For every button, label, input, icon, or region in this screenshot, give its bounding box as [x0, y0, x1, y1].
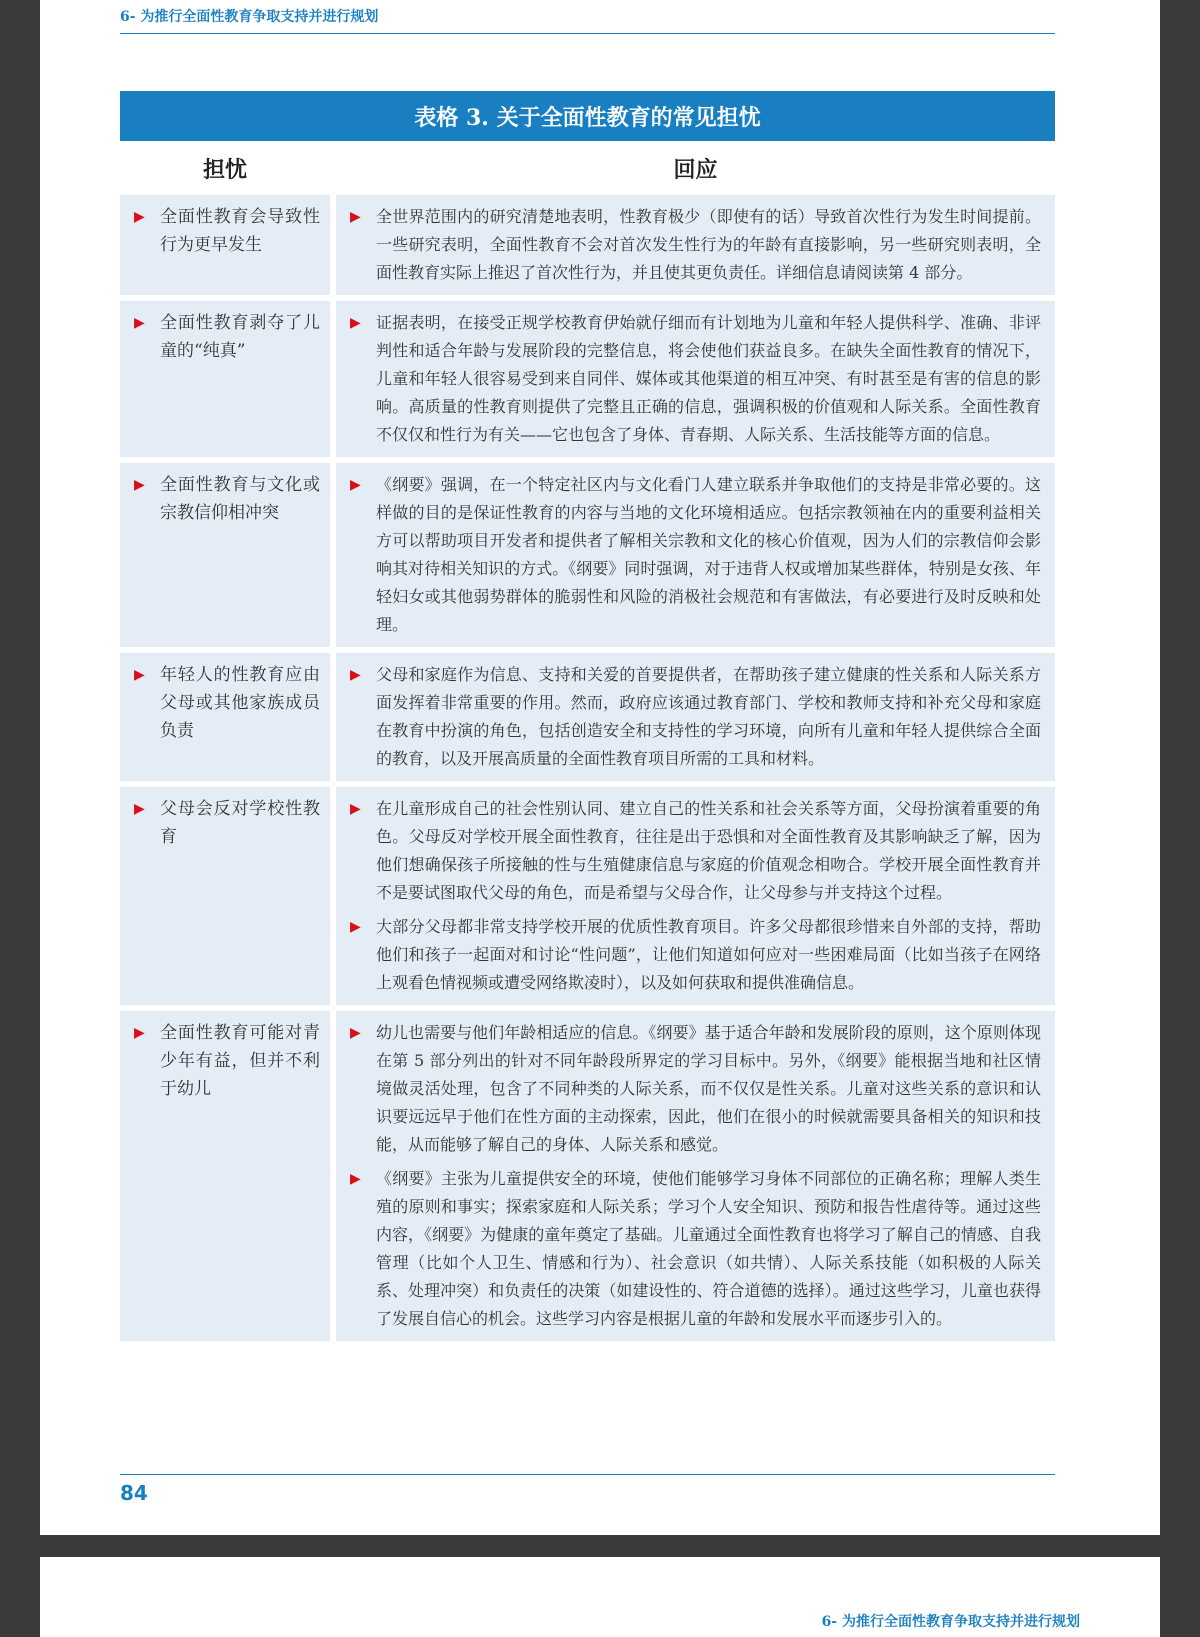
response-text: 大部分父母都非常支持学校开展的优质性教育项目。许多父母都很珍惜来自外部的支持，帮助他们和孩子一起面对和讨论“性问题”，让他们知道如何应对一些困难局面（比如当孩子在网络上观看色情视频或遭受网络欺凌时），以及如何获取和提供准确信息。	[376, 917, 1041, 992]
response-item	[350, 1165, 1041, 1333]
response-cell	[336, 653, 1055, 781]
response-item	[350, 203, 1041, 287]
triangle-bullet-icon: ▶	[350, 801, 361, 817]
next-page	[40, 1557, 1160, 1637]
response-text: 幼儿也需要与他们年龄相适应的信息。《纲要》基于适合年龄和发展阶段的原则，这个原则体现在第 5 部分列出的针对不同年龄段所界定的学习目标中。另外，《纲要》能根据当地和社区情境做灵活处理，包含了不同种类的人际关系，而不仅仅是性关系。儿童对这些关系的意识和认识要远远早于他们在性方面的主动探索，因此，他们在很小的时候就需要具备相关的知识和技能，从而能够了解自己的身体、人际关系和感觉。	[376, 1023, 1041, 1154]
concern-cell	[120, 653, 330, 781]
table-row	[120, 787, 1055, 1005]
response-item	[350, 795, 1041, 907]
triangle-bullet-icon: ▶	[134, 315, 145, 331]
response-cell	[336, 195, 1055, 295]
triangle-bullet-icon: ▶	[350, 315, 361, 331]
header-rule	[120, 33, 1055, 34]
running-head: 6- 为推行全面性教育争取支持并进行规划	[120, 9, 379, 25]
response-text: 《纲要》主张为儿童提供安全的环境，使他们能够学习身体不同部位的正确名称；理解人类生殖的原则和事实；探索家庭和人际关系；学习个人安全知识、预防和报告性虐待等。通过这些内容，《纲要》为健康的童年奠定了基础。儿童通过全面性教育也将学习了解自己的情感、自我管理（比如个人卫生、情感和行为）、社会意识（如共情）、人际关系技能（如积极的人际关系、处理冲突）和负责任的决策（如建设性的、符合道德的选择）。通过这些学习，儿童也获得了发展自信心的机会。这些学习内容是根据儿童的年龄和发展水平而逐步引入的。	[376, 1169, 1041, 1328]
triangle-bullet-icon: ▶	[134, 801, 145, 817]
concern-item	[134, 471, 320, 527]
column-header-concern: 担忧	[202, 156, 247, 183]
concern-text: 全面性教育与文化或宗教信仰相冲突	[160, 475, 320, 523]
table-title: 表格 3. 关于全面性教育的常见担忧	[120, 91, 1055, 141]
response-item	[350, 309, 1041, 449]
response-item	[350, 471, 1041, 639]
concern-item	[134, 203, 320, 259]
response-cell	[336, 1011, 1055, 1341]
response-cell	[336, 301, 1055, 457]
table-row	[120, 301, 1055, 457]
response-item	[350, 661, 1041, 773]
triangle-bullet-icon: ▶	[350, 1171, 361, 1187]
triangle-bullet-icon: ▶	[350, 477, 361, 493]
triangle-bullet-icon: ▶	[350, 209, 361, 225]
response-cell	[336, 463, 1055, 647]
table-row	[120, 1011, 1055, 1341]
response-text: 在儿童形成自己的社会性别认同、建立自己的性关系和社会关系等方面，父母扮演着重要的角色。父母反对学校开展全面性教育，往往是出于恐惧和对全面性教育及其影响缺乏了解，因为他们想确保孩子所接触的性与生殖健康信息与家庭的价值观念相吻合。学校开展全面性教育并不是要试图取代父母的角色，而是希望与父母合作，让父母参与并支持这个过程。	[376, 799, 1041, 902]
concern-item	[134, 795, 320, 851]
response-cell	[336, 787, 1055, 1005]
triangle-bullet-icon: ▶	[350, 919, 361, 935]
concern-cell	[120, 787, 330, 1005]
concern-text: 年轻人的性教育应由父母或其他家族成员负责	[160, 665, 320, 741]
response-item	[350, 913, 1041, 997]
triangle-bullet-icon: ▶	[134, 477, 145, 493]
response-text: 《纲要》强调，在一个特定社区内与文化看门人建立联系并争取他们的支持是非常必要的。这样做的目的是保证性教育的内容与当地的文化环境相适应。包括宗教领袖在内的重要利益相关方可以帮助项目开发者和提供者了解相关宗教和文化的核心价值观，因为人们的宗教信仰会影响其对待相关知识的方式。《纲要》同时强调，对于违背人权或增加某些群体，特别是女孩、年轻妇女或其他弱势群体的脆弱性和风险的消极社会规范和有害做法，有必要进行及时反映和处理。	[376, 475, 1041, 634]
table-row	[120, 653, 1055, 781]
triangle-bullet-icon: ▶	[134, 667, 145, 683]
concern-cell	[120, 463, 330, 647]
concern-cell	[120, 301, 330, 457]
response-text: 全世界范围内的研究清楚地表明，性教育极少（即使有的话）导致首次性行为发生时间提前。一些研究表明，全面性教育不会对首次发生性行为的年龄有直接影响，另一些研究则表明，全面性教育实际上推迟了首次性行为，并且使其更负责任。详细信息请阅读第 4 部分。	[376, 207, 1041, 282]
footer-rule	[120, 1474, 1055, 1475]
concern-text: 父母会反对学校性教育	[160, 799, 320, 847]
response-item	[350, 1019, 1041, 1159]
response-text: 证据表明，在接受正规学校教育伊始就仔细而有计划地为儿童和年轻人提供科学、准确、非评判性和适合年龄与发展阶段的完整信息，将会使他们获益良多。在缺失全面性教育的情况下，儿童和年轻人很容易受到来自同伴、媒体或其他渠道的相互冲突、有时甚至是有害的信息的影响。高质量的性教育则提供了完整且正确的信息，强调积极的价值观和人际关系。全面性教育不仅仅和性行为有关——它也包含了身体、青春期、人际关系、生活技能等方面的信息。	[376, 313, 1041, 444]
response-text: 父母和家庭作为信息、支持和关爱的首要提供者，在帮助孩子建立健康的性关系和人际关系方面发挥着非常重要的作用。然而，政府应该通过教育部门、学校和教师支持和补充父母和家庭在教育中扮演的角色，包括创造安全和支持性的学习环境，向所有儿童和年轻人提供综合全面的教育，以及开展高质量的全面性教育项目所需的工具和材料。	[376, 665, 1041, 768]
concern-item	[134, 661, 320, 745]
concern-item	[134, 309, 320, 365]
page-number: 84	[120, 1481, 148, 1505]
table-row	[120, 195, 1055, 295]
concern-cell	[120, 195, 330, 295]
triangle-bullet-icon: ▶	[350, 1025, 361, 1041]
triangle-bullet-icon: ▶	[134, 209, 145, 225]
triangle-bullet-icon: ▶	[134, 1025, 145, 1041]
column-header-response: 回应	[673, 156, 718, 183]
next-page-running-head: 6- 为推行全面性教育争取支持并进行规划	[821, 1614, 1080, 1630]
concern-cell	[120, 1011, 330, 1341]
table-row	[120, 463, 1055, 647]
triangle-bullet-icon: ▶	[350, 667, 361, 683]
concern-text: 全面性教育会导致性行为更早发生	[160, 207, 320, 255]
document-page	[40, 0, 1160, 1535]
concern-item	[134, 1019, 320, 1103]
concern-text: 全面性教育剥夺了儿童的“纯真”	[160, 313, 320, 361]
concerns-table	[120, 195, 1055, 1347]
concern-text: 全面性教育可能对青少年有益，但并不利于幼儿	[160, 1023, 320, 1099]
